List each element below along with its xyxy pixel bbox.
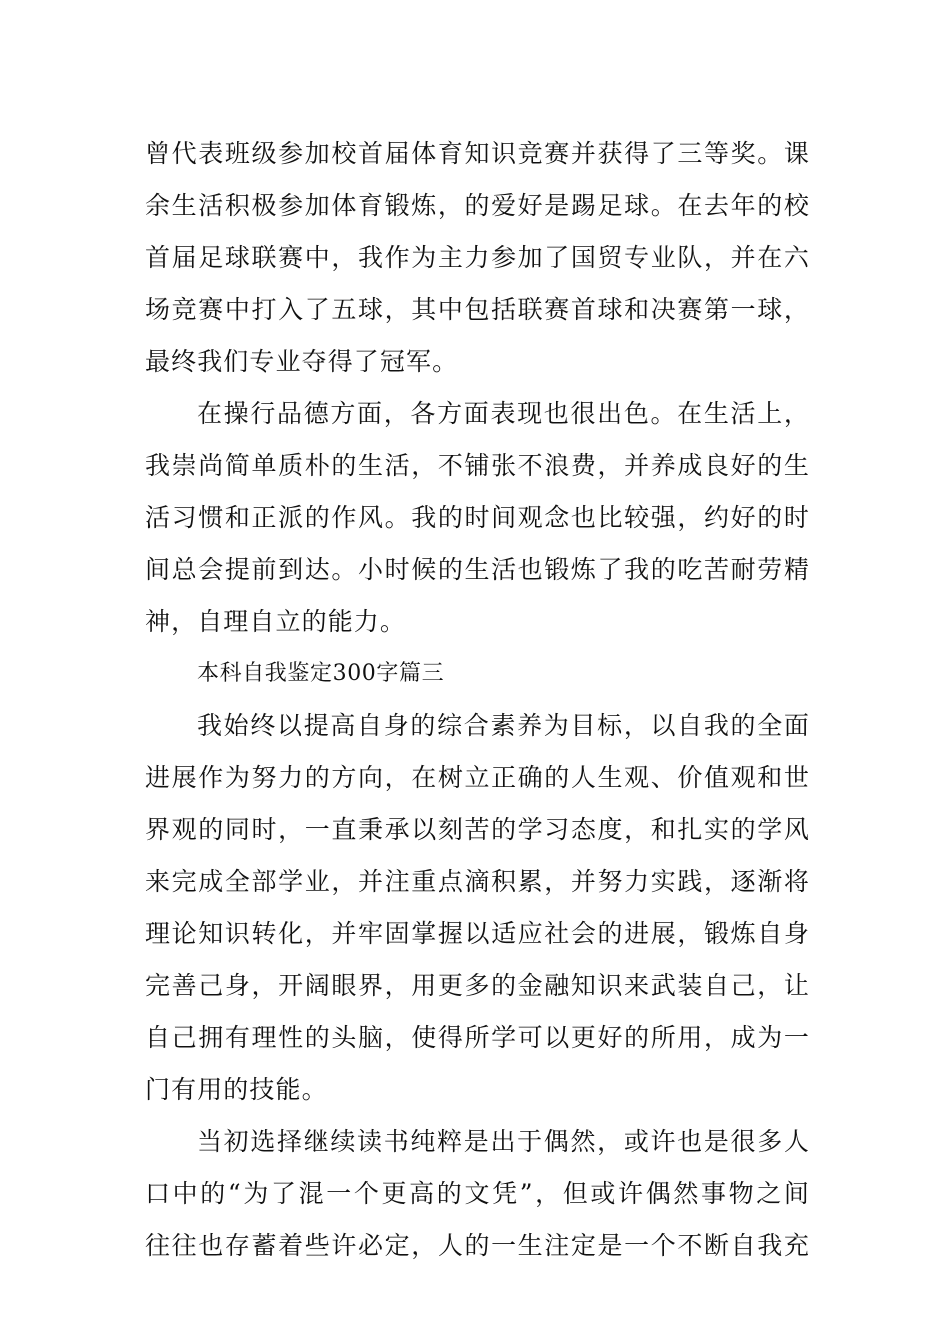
text-line: 最终我们专业夺得了冠军。 bbox=[145, 347, 459, 376]
text-line: 来完成全部学业，并注重点滴积累，并努力实践，逐渐将 bbox=[145, 867, 810, 896]
text-line: 门有用的技能。 bbox=[145, 1075, 328, 1104]
text-line: 首届足球联赛中，我作为主力参加了国贸专业队，并在六 bbox=[145, 243, 810, 272]
text-line: 场竞赛中打入了五球，其中包括联赛首球和决赛第一球， bbox=[145, 295, 810, 324]
text-line: 神，自理自立的能力。 bbox=[145, 607, 407, 636]
text-line: 曾代表班级参加校首届体育知识竞赛并获得了三等奖。课 bbox=[145, 139, 810, 168]
text-line: 口中的“为了混一个更高的文凭”，但或许偶然事物之间 bbox=[145, 1179, 810, 1208]
section-heading: 本科自我鉴定300字篇三 bbox=[197, 661, 445, 686]
text-line: 间总会提前到达。小时候的生活也锻炼了我的吃苦耐劳精 bbox=[145, 555, 810, 584]
text-line: 我崇尚简单质朴的生活，不铺张不浪费，并养成良好的生 bbox=[145, 451, 810, 480]
text-line: 余生活积极参加体育锻炼，的爱好是踢足球。在去年的校 bbox=[145, 191, 810, 220]
paragraph-first-line: 当初选择继续读书纯粹是出于偶然，或许也是很多人 bbox=[197, 1127, 810, 1156]
paragraph-first-line: 我始终以提高自身的综合素养为目标，以自我的全面 bbox=[197, 711, 810, 740]
paragraph-first-line: 在操行品德方面，各方面表现也很出色。在生活上， bbox=[197, 399, 810, 428]
text-line: 完善己身，开阔眼界，用更多的金融知识来武装自己，让 bbox=[145, 971, 810, 1000]
text-line: 往往也存蓄着些许必定，人的一生注定是一个不断自我充 bbox=[145, 1231, 810, 1260]
text-line: 进展作为努力的方向，在树立正确的人生观、价值观和世 bbox=[145, 763, 810, 792]
text-line: 理论知识转化，并牢固掌握以适应社会的进展，锻炼自身 bbox=[145, 919, 810, 948]
text-line: 活习惯和正派的作风。我的时间观念也比较强，约好的时 bbox=[145, 503, 810, 532]
document-body bbox=[145, 128, 810, 1272]
text-line: 自己拥有理性的头脑，使得所学可以更好的所用，成为一 bbox=[145, 1023, 810, 1052]
text-line: 界观的同时，一直秉承以刻苦的学习态度，和扎实的学风 bbox=[145, 815, 810, 844]
